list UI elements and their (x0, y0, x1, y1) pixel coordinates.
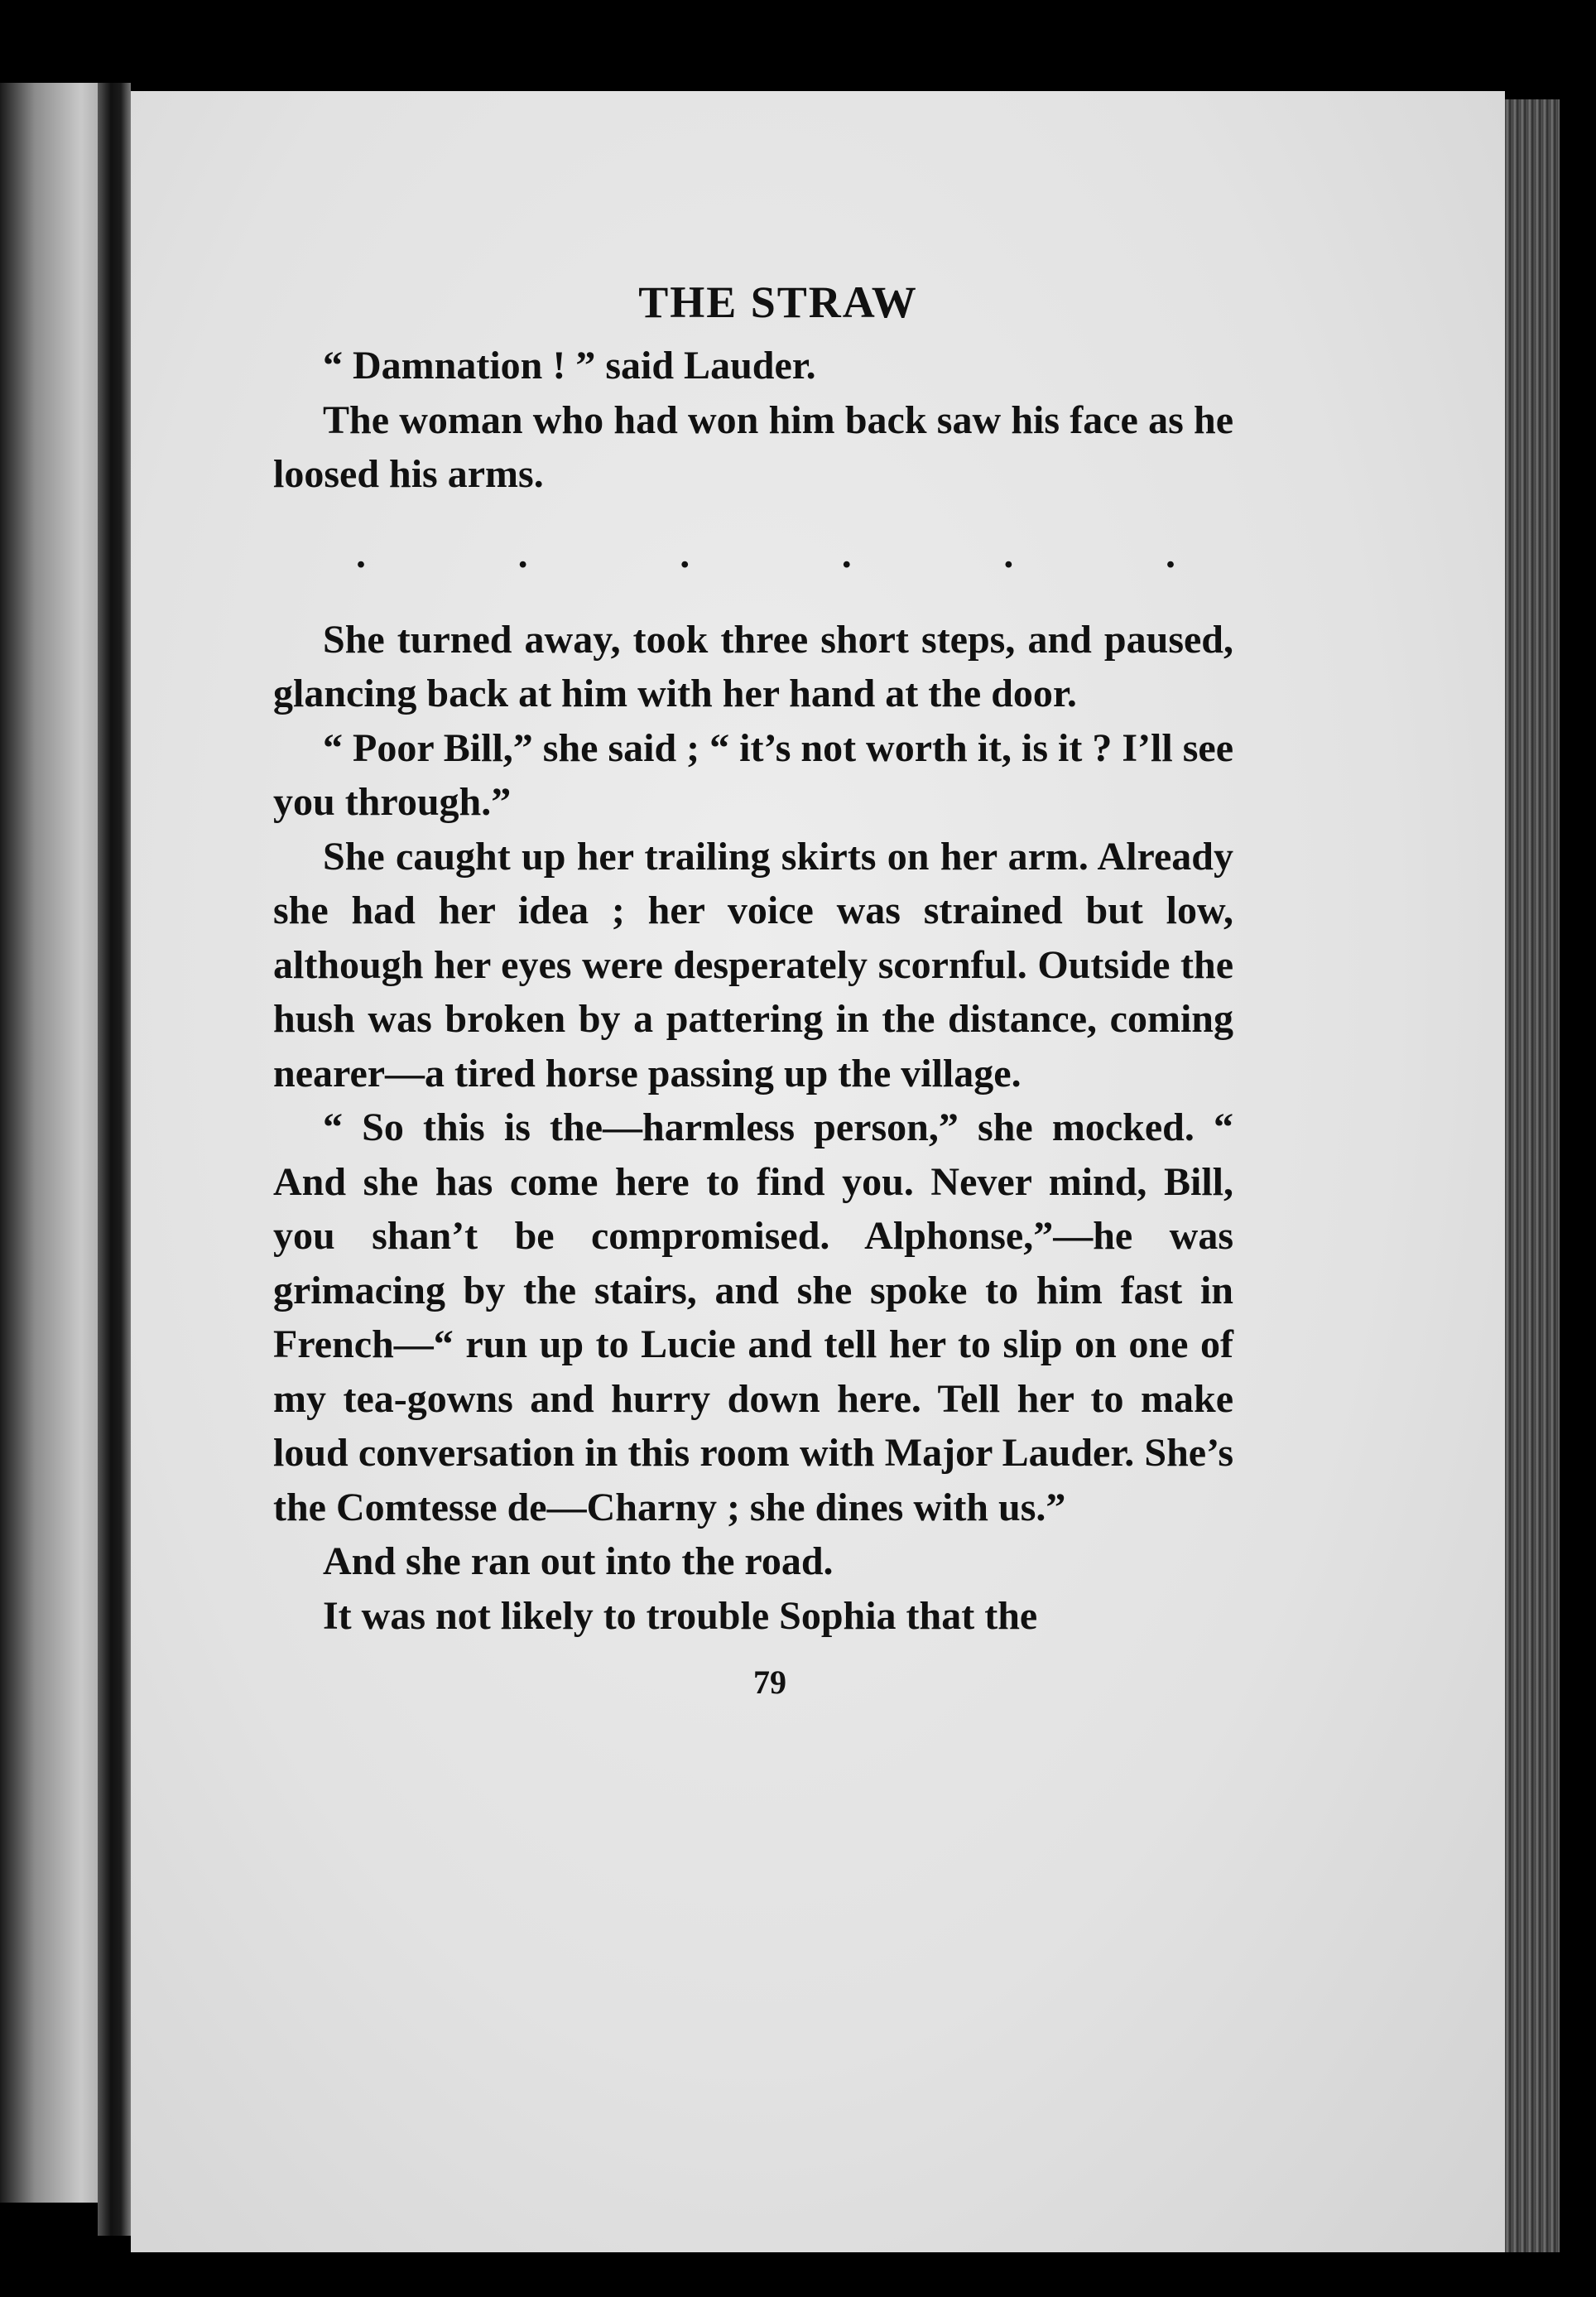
page-stack-edge (1505, 99, 1560, 2252)
paragraph: “ Poor Bill,” she said ; “ it’s not worth it, is it ? I’ll see you through.” (273, 725, 1233, 824)
page-text (273, 269, 1233, 1702)
book-gutter (98, 83, 131, 2236)
paragraph: She caught up her trailing skirts on her arm. Already she had her idea ; her voice was strained but low, although her eyes were desperately scornful. Outside the hush was broken by a pattering in the distance, coming nearer—a tired horse passing up the village. (273, 834, 1233, 1096)
section-break-dot: . (517, 532, 528, 576)
section-break-dot: . (356, 532, 366, 576)
page-number: 79 (753, 1664, 786, 1701)
paragraph: “ Damnation ! ” said Lauder. (323, 344, 816, 388)
section-break (273, 530, 1233, 580)
paragraph: “ So this is the—harmless person,” she mocked. “ And she has come here to find you. Never mind, Bill, you shan’t be compromised. Alphonse,”—he was grimacing by the stairs, and she spoke to him fast in French—“ run up to Lucie and tell her to slip on one of my tea-gowns and hurry down here. Tell her to make loud conversation in this room with Major Lauder. She’s the Comtesse de—Charny ; she dines with us.” (273, 1105, 1233, 1529)
running-head: THE STRAW (638, 277, 918, 327)
paragraph: It was not likely to trouble Sophia that the (323, 1593, 1038, 1638)
section-break-dot: . (680, 532, 690, 576)
section-break-dot: . (1165, 532, 1175, 576)
section-break-dot: . (841, 532, 852, 576)
paragraph: And she ran out into the road. (323, 1539, 834, 1583)
paragraph: She turned away, took three short steps, and paused, glancing back at him with her hand at the door. (273, 617, 1233, 715)
paragraph: The woman who had won him back saw his face as he loosed his arms. (273, 397, 1233, 496)
section-break-dot: . (1003, 532, 1014, 576)
